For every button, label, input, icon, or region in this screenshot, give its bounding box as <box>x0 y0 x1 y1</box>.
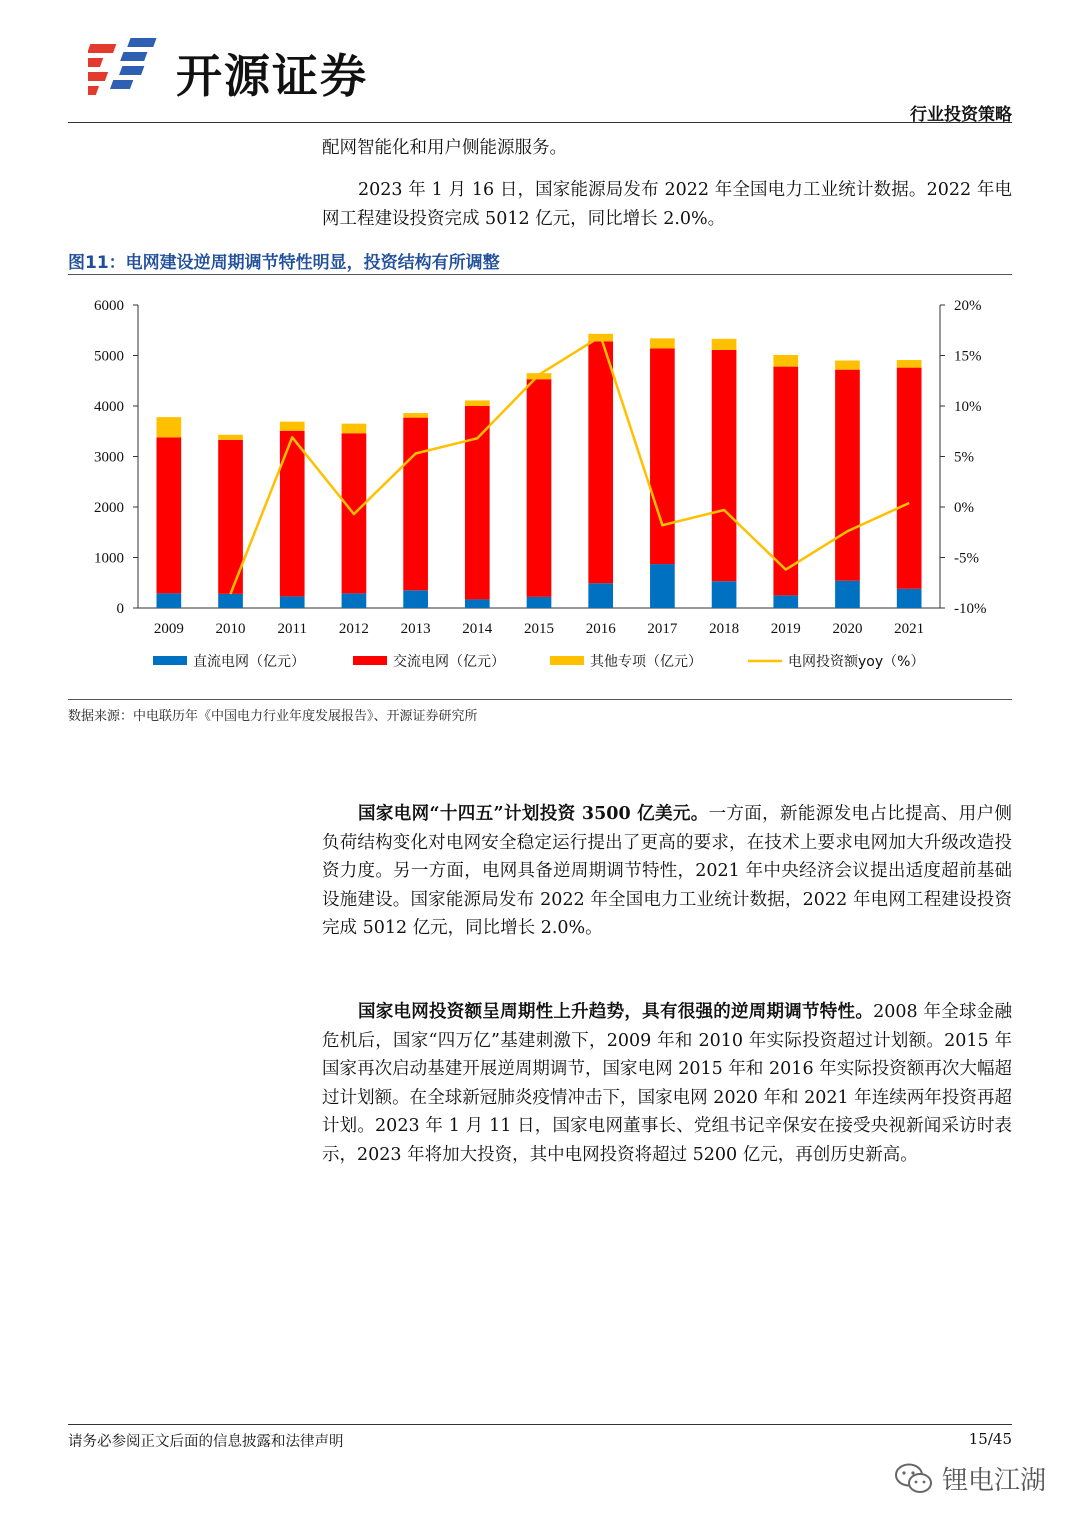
x-tick-label: 2013 <box>400 621 431 637</box>
x-tick-label: 2009 <box>153 621 184 637</box>
left-tick-label: 1000 <box>94 550 124 567</box>
legend-swatch-2 <box>550 656 584 665</box>
bar-segment-2 <box>218 435 243 440</box>
header-divider <box>68 122 1012 123</box>
chart-legend <box>153 653 924 670</box>
paragraph-4-heading: 国家电网投资额呈周期性上升趋势，具有很强的逆周期调节特性。 <box>358 1002 874 1022</box>
paragraph-3 <box>322 800 1012 943</box>
legend-label-3: 电网投资额yoy（%） <box>788 654 925 670</box>
company-logo <box>88 34 408 103</box>
x-tick-label: 2016 <box>585 621 616 637</box>
x-tick-label: 2021 <box>894 621 925 637</box>
watermark-text: 锂电江湖 <box>941 1466 1046 1496</box>
bar-segment-1 <box>527 379 552 597</box>
bar-segment-1 <box>897 368 922 589</box>
bar-segment-2 <box>712 339 737 350</box>
figure-bottom-rule <box>68 699 1012 700</box>
paragraph-1: 配网智能化和用户侧能源服务。 <box>322 138 567 158</box>
x-tick-label: 2018 <box>709 621 740 637</box>
bar-segment-2 <box>650 338 675 348</box>
bar-segment-0 <box>835 581 860 608</box>
bar-segment-2 <box>403 413 428 418</box>
legend-label-1: 交流电网（亿元） <box>393 654 505 670</box>
bar-segment-1 <box>835 370 860 581</box>
bar-segment-1 <box>650 348 675 564</box>
bar-segment-0 <box>342 593 367 608</box>
paragraph-4 <box>322 998 1012 1169</box>
bar-segment-1 <box>712 350 737 581</box>
x-tick-label: 2020 <box>832 621 863 637</box>
paragraph-2: 2023 年 1 月 16 日，国家能源局发布 2022 年全国电力工业统计数据。2022 年电网工程建设投资完成 5012 亿元，同比增长 2.0%。 <box>322 180 1012 229</box>
left-tick-label: 3000 <box>94 449 124 466</box>
x-tick-label: 2017 <box>647 621 678 637</box>
bar-segment-0 <box>280 596 305 608</box>
bar-segment-2 <box>773 355 798 367</box>
x-tick-label: 2015 <box>524 621 554 637</box>
right-tick-label: -10% <box>954 601 987 617</box>
legend-swatch-0 <box>153 656 187 665</box>
x-tick-label: 2010 <box>215 621 246 637</box>
paragraph-4-body: 2008 年全球金融危机后，国家“四万亿”基建刺激下，2009 年和 2010 年实际投资超过计划额。2015 年国家再次启动基建开展逆周期调节，国家电网 2015 年和 2016 年实际投资额再次大幅超过计划额。在全球新冠肺炎疫情冲击下，国家电网 2020 年和 2021 年连续两年投资再超计划。2023 年 1 月 11 日，国家电网董事长、党组书记辛保安在接受央视新闻采访时表示，2023 年将加大投资，其中电网投资将超过 5200 亿元，再创历史新高。 <box>322 1002 1013 1165</box>
bar-segment-1 <box>280 431 305 597</box>
bar-segment-0 <box>588 583 613 608</box>
disclaimer-note: 请务必参阅正文后面的信息披露和法律声明 <box>68 1434 344 1450</box>
bar-segment-0 <box>650 564 675 608</box>
watermark <box>894 1460 1046 1497</box>
bar-segment-0 <box>157 593 182 608</box>
legend-label-2: 其他专项（亿元） <box>590 654 702 670</box>
grid-investment-chart <box>68 280 1012 696</box>
bar-segment-0 <box>773 595 798 608</box>
left-tick-label: 5000 <box>94 348 124 365</box>
bar-segment-0 <box>897 589 922 608</box>
figure-title: 图11：电网建设逆周期调节特性明显，投资结构有所调整 <box>68 253 500 273</box>
bar-segment-2 <box>342 424 367 434</box>
figure-top-rule <box>68 274 1012 275</box>
bar-segment-2 <box>835 361 860 370</box>
left-tick-label: 2000 <box>94 500 124 516</box>
x-tick-label: 2014 <box>462 621 493 637</box>
left-tick-label: 4000 <box>94 399 124 415</box>
bar-segment-1 <box>157 437 182 593</box>
document-type: 行业投资策略 <box>910 105 1012 125</box>
figure-source: 数据来源：中电联历年《中国电力行业年度发展报告》、开源证券研究所 <box>68 709 478 724</box>
bar-segment-0 <box>527 597 552 608</box>
bar-segment-2 <box>280 422 305 431</box>
paragraph-3-heading: 国家电网“十四五”计划投资 3500 亿美元。 <box>358 804 709 824</box>
logo-text: 开源证券 <box>176 49 368 103</box>
x-tick-label: 2019 <box>770 621 801 637</box>
bar-segment-2 <box>897 360 922 368</box>
right-tick-label: -5% <box>954 550 979 567</box>
bar-segment-0 <box>218 594 243 608</box>
bar-segment-0 <box>712 581 737 608</box>
right-tick-label: 15% <box>954 348 982 365</box>
x-tick-label: 2011 <box>277 621 307 637</box>
right-tick-label: 5% <box>954 449 974 466</box>
bar-segment-2 <box>157 417 182 437</box>
bar-segment-2 <box>465 400 490 406</box>
right-tick-label: 20% <box>954 298 982 314</box>
wechat-icon <box>894 1462 934 1496</box>
left-tick-label: 0 <box>116 601 124 617</box>
x-tick-label: 2012 <box>338 621 369 637</box>
legend-swatch-1 <box>353 656 387 665</box>
logo-mark-icon <box>88 34 166 100</box>
page-number: 15/45 <box>968 1430 1012 1448</box>
paragraph-3-body: 一方面，新能源发电占比提高、用户侧负荷结构变化对电网安全稳定运行提出了更高的要求，在技术上要求电网加大升级改造投资力度。另一方面，电网具备逆周期调节特性，2021 年中央经济会议提出适度超前基础设施建设。国家能源局发布 2022 年全国电力工业统计数据，2022 年电网工程建设投资完成 5012 亿元，同比增长 2.0%。 <box>322 804 1012 938</box>
bar-segment-1 <box>403 418 428 591</box>
bar-segment-0 <box>465 599 490 608</box>
left-tick-label: 6000 <box>94 298 124 314</box>
right-tick-label: 10% <box>954 399 982 415</box>
right-tick-label: 0% <box>954 500 974 516</box>
bar-segment-1 <box>588 341 613 583</box>
legend-label-0: 直流电网（亿元） <box>193 654 305 670</box>
footer-divider <box>68 1424 1012 1425</box>
bar-segment-1 <box>465 406 490 599</box>
yoy-line <box>231 336 910 594</box>
bar-segment-0 <box>403 590 428 608</box>
chart-yoy-line <box>231 336 910 594</box>
